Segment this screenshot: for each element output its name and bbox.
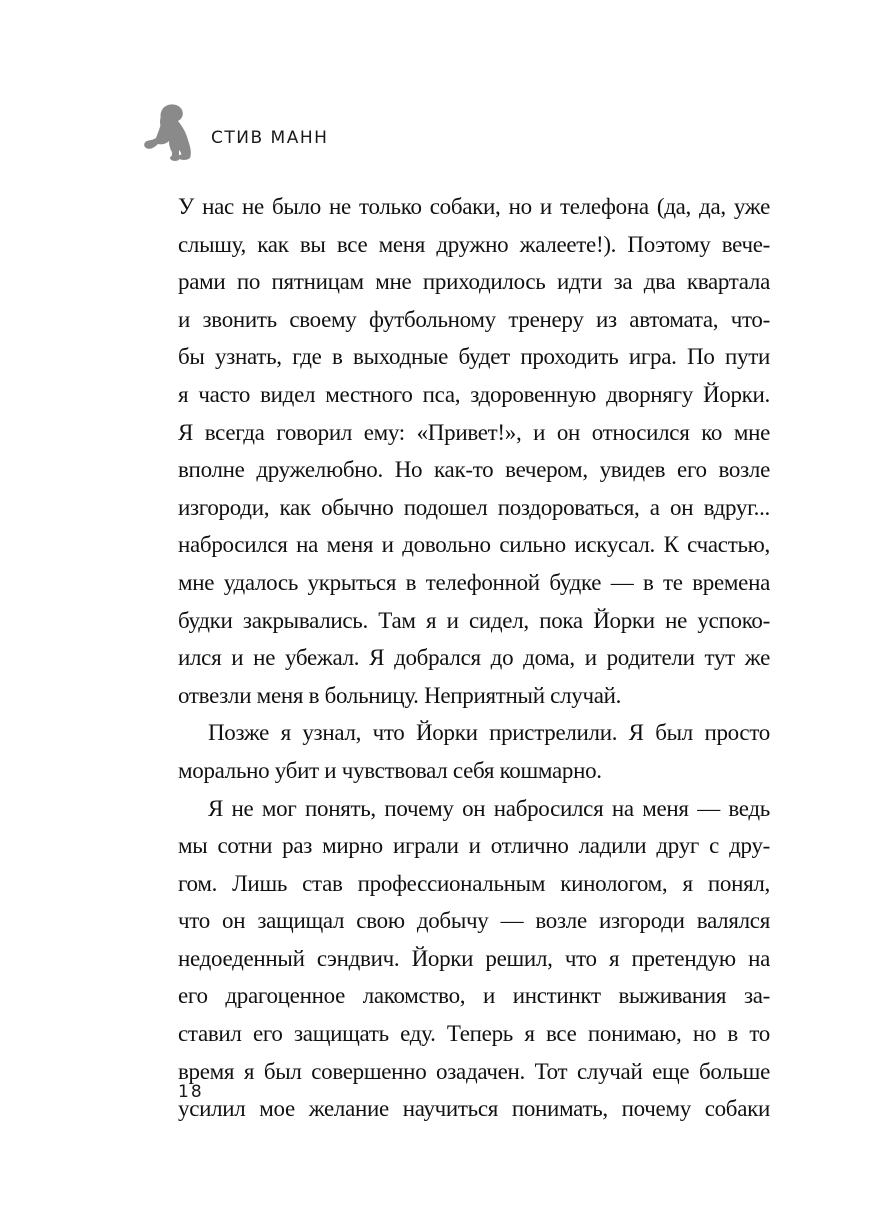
text-line: бы узнать, где в выходные будет проходить игра. По пути	[178, 344, 770, 370]
text-line: недоеденный сэндвич. Йорки решил, что я претендую на	[178, 945, 770, 971]
text-line: будки закрывались. Там я и сидел, пока Йорки не успоко-	[178, 607, 770, 633]
text-line: отвезли меня в больницу. Неприятный случай.	[178, 682, 622, 708]
text-line: ился и не убежал. Я добрался до дома, и родители тут же	[178, 645, 770, 671]
text-line: ставил его защищать еду. Теперь я все понимаю, но в то	[178, 1021, 770, 1047]
page-number: 18	[178, 1082, 204, 1102]
text-line: и звонить своему футбольному тренеру из автомата, что-	[178, 306, 770, 332]
text-line: набросился на меня и довольно сильно искусал. К счастью,	[178, 532, 770, 558]
text-line: время я был совершенно озадачен. Тот случай еще больше	[178, 1058, 770, 1084]
text-line: я часто видел местного пса, здоровенную дворнягу Йорки.	[178, 381, 770, 407]
text-line: морально убит и чувствовал себя кошмарно.	[178, 757, 602, 783]
text-line: изгороди, как обычно подошел поздороваться, а он вдруг...	[178, 494, 770, 520]
text-line: Я не мог понять, почему он набросился на меня — ведь	[208, 795, 770, 821]
text-line: рами по пятницам мне приходилось идти за два квартала	[178, 269, 770, 295]
text-line: усилил мое желание научиться понимать, почему собаки	[178, 1096, 770, 1122]
text-line: Я всегда говорил ему: «Привет!», и он относился ко мне	[178, 419, 770, 445]
body-text	[178, 188, 770, 1128]
text-line: мне удалось укрыться в телефонной будке — в те времена	[178, 569, 770, 595]
text-line: Позже я узнал, что Йорки пристрелили. Я был просто	[208, 720, 770, 746]
text-line: У нас не было не только собаки, но и телефона (да, да, уже	[178, 194, 770, 219]
text-line: мы сотни раз мирно играли и отлично ладили друг с дру-	[178, 833, 770, 859]
author-name: СТИВ МАНН	[211, 128, 329, 148]
running-header	[138, 100, 538, 162]
text-line: что он защищал свою добычу — возле изгороди валялся	[178, 908, 770, 934]
text-line: его драгоценное лакомство, и инстинкт выживания за-	[178, 983, 770, 1009]
sitting-dog-silhouette-icon	[138, 100, 202, 162]
text-line: гом. Лишь став профессиональным кинологом, я понял,	[178, 870, 770, 896]
text-line: слышу, как вы все меня дружно жалеете!). Поэтому вече-	[178, 231, 770, 257]
text-line: вполне дружелюбно. Но как-то вечером, увидев его возле	[178, 457, 770, 483]
